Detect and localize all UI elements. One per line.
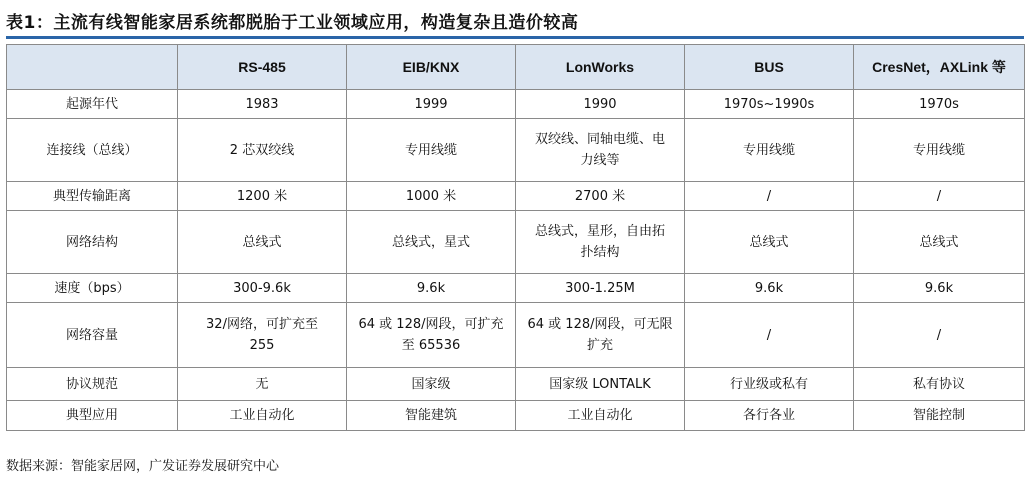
table-cell: 总线式，星式 (347, 211, 516, 274)
table-cell: 各行各业 (685, 401, 854, 431)
header-cell-cresnet: CresNet，AXLink 等 (854, 45, 1025, 90)
table-cell: 9.6k (347, 274, 516, 303)
table-cell: 双绞线、同轴电缆、电力线等 (516, 119, 685, 182)
table-cell: 2700 米 (516, 182, 685, 211)
table-cell: 300-1.25M (516, 274, 685, 303)
table-cell: 1983 (178, 90, 347, 119)
table-row (7, 401, 1025, 431)
table-cell: 2 芯双绞线 (178, 119, 347, 182)
table-row (7, 182, 1025, 211)
header-row (7, 45, 1025, 90)
table-cell: 9.6k (854, 274, 1025, 303)
table-cell: 64 或 128/网段，可扩充至 65536 (347, 303, 516, 368)
table-cell: 9.6k (685, 274, 854, 303)
header-cell-rs485: RS-485 (178, 45, 347, 90)
table-cell: 工业自动化 (178, 401, 347, 431)
row-label: 典型传输距离 (7, 182, 178, 211)
table-cell: 智能控制 (854, 401, 1025, 431)
table-cell: 1970s~1990s (685, 90, 854, 119)
table-cell: 32/网络，可扩充至 255 (178, 303, 347, 368)
table-row (7, 211, 1025, 274)
table-cell: 智能建筑 (347, 401, 516, 431)
table-cell: / (685, 182, 854, 211)
row-label: 连接线（总线） (7, 119, 178, 182)
table-cell: 64 或 128/网段，可无限扩充 (516, 303, 685, 368)
table-row (7, 368, 1025, 401)
table-cell: / (854, 303, 1025, 368)
table-cell: / (685, 303, 854, 368)
table-cell: 1970s (854, 90, 1025, 119)
table-cell: 1000 米 (347, 182, 516, 211)
table-row (7, 303, 1025, 368)
table-cell: 国家级 LONTALK (516, 368, 685, 401)
table-cell: 私有协议 (854, 368, 1025, 401)
header-cell-bus: BUS (685, 45, 854, 90)
table-row (7, 90, 1025, 119)
table-cell: 工业自动化 (516, 401, 685, 431)
title-rule (6, 36, 1024, 39)
row-label: 协议规范 (7, 368, 178, 401)
row-label: 网络容量 (7, 303, 178, 368)
table-cell: 专用线缆 (685, 119, 854, 182)
table-row (7, 274, 1025, 303)
row-label: 网络结构 (7, 211, 178, 274)
header-cell-lonworks: LonWorks (516, 45, 685, 90)
table-cell: 1200 米 (178, 182, 347, 211)
table-cell: 1990 (516, 90, 685, 119)
header-cell-empty (7, 45, 178, 90)
header-cell-eib-knx: EIB/KNX (347, 45, 516, 90)
table-cell: 1999 (347, 90, 516, 119)
table-cell: 无 (178, 368, 347, 401)
row-label: 典型应用 (7, 401, 178, 431)
table-cell: 专用线缆 (854, 119, 1025, 182)
comparison-table (6, 44, 1025, 431)
table-cell: / (854, 182, 1025, 211)
table-cell: 总线式，星形，自由拓扑结构 (516, 211, 685, 274)
table-cell: 行业级或私有 (685, 368, 854, 401)
table-row (7, 119, 1025, 182)
table-cell: 总线式 (178, 211, 347, 274)
table-cell: 300-9.6k (178, 274, 347, 303)
page-title: 表1：主流有线智能家居系统都脱胎于工业领域应用，构造复杂且造价较高 (6, 13, 579, 33)
table-cell: 总线式 (685, 211, 854, 274)
table-cell: 国家级 (347, 368, 516, 401)
row-label: 起源年代 (7, 90, 178, 119)
row-label: 速度（bps） (7, 274, 178, 303)
table-cell: 总线式 (854, 211, 1025, 274)
source-note: 数据来源：智能家居网，广发证券发展研究中心 (6, 459, 280, 474)
table-cell: 专用线缆 (347, 119, 516, 182)
